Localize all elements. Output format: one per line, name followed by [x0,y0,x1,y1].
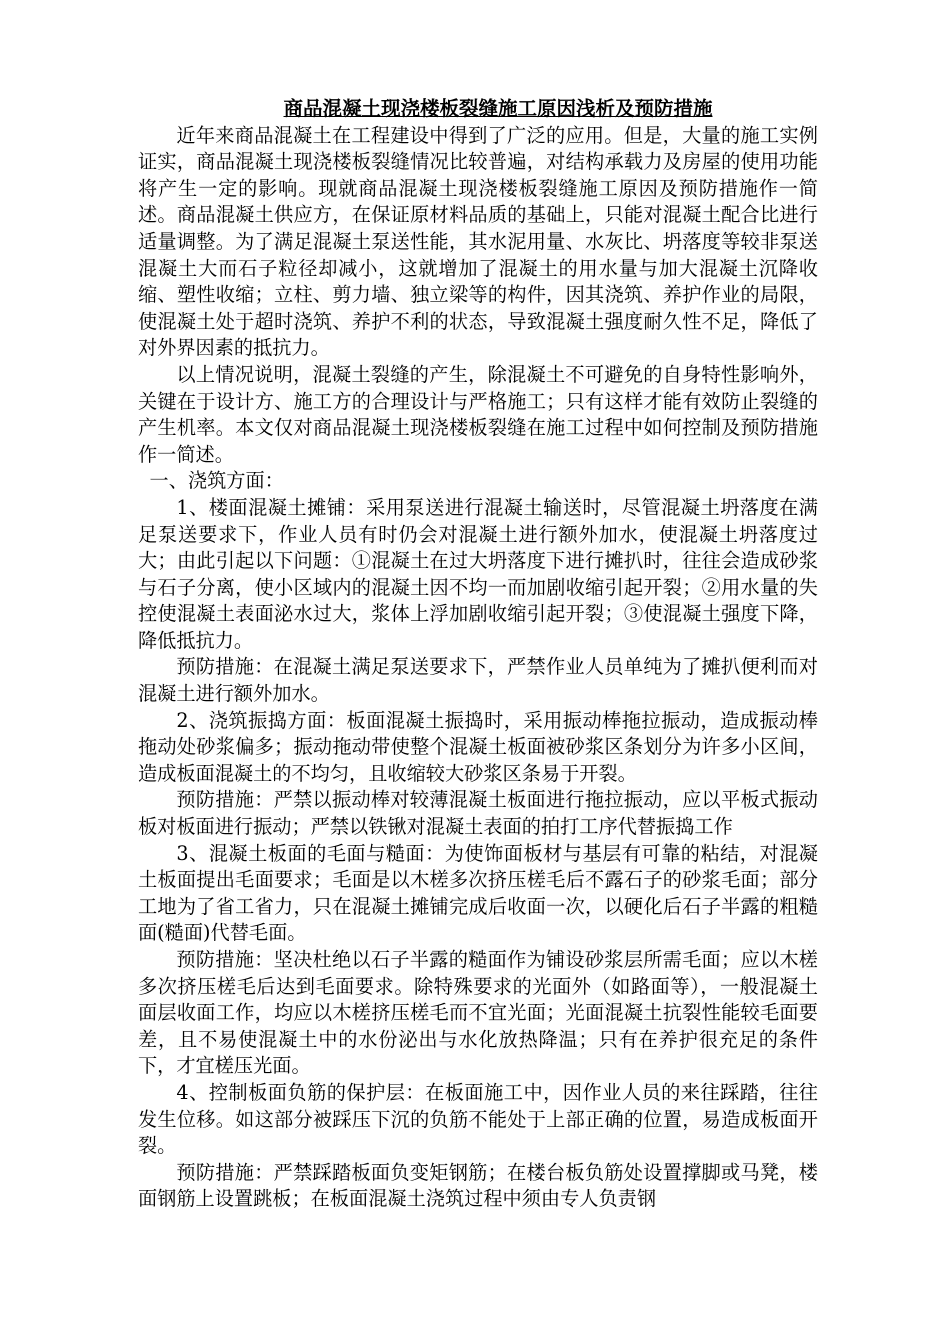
paragraph-item-2: 2、浇筑振捣方面：板面混凝土振捣时，采用振动棒拖拉振动，造成振动棒拖动处砂浆偏多；振动拖动带使整个混凝土板面被砂浆区条划分为许多小区间，造成板面混凝土的不均匀，且收缩较大砂浆区条易于开裂。 [138,708,818,785]
paragraph-intro: 近年来商品混凝土在工程建设中得到了广泛的应用。但是，大量的施工实例证实，商品混凝土现浇楼板裂缝情况比较普遍，对结构承载力及房屋的使用功能将产生一定的影响。现就商品混凝土现浇楼板裂缝施工原因及预防措施作一简述。商品混凝土供应方，在保证原材料品质的基础上，只能对混凝土配合比进行适量调整。为了满足混凝土泵送性能，其水泥用量、水灰比、坍落度等较非泵送混凝土大而石子粒径却减小，这就增加了混凝土的用水量与加大混凝土沉降收缩、塑性收缩；立柱、剪力墙、独立梁等的构件，因其浇筑、养护作业的局限，使混凝土处于超时浇筑、养护不利的状态，导致混凝土强度耐久性不足，降低了对外界因素的抵抗力。 [138,123,818,360]
paragraph-prevention-2: 预防措施：严禁以振动棒对较薄混凝土板面进行拖拉振动，应以平板式振动板对板面进行振动；严禁以铁锹对混凝土表面的拍打工序代替振捣工作 [138,788,818,839]
paragraph-prevention-1: 预防措施：在混凝土满足泵送要求下，严禁作业人员单纯为了摊扒便利而对混凝土进行额外加水。 [138,655,818,706]
paragraph-summary: 以上情况说明，混凝土裂缝的产生，除混凝土不可避免的自身特性影响外，关键在于设计方、施工方的合理设计与严格施工；只有这样才能有效防止裂缝的产生机率。本文仅对商品混凝土现浇楼板裂缝在施工过程中如何控制及预防措施作一简述。 [138,362,818,466]
document-page [138,96,818,1213]
paragraph-prevention-4: 预防措施：严禁踩踏板面负变矩钢筋；在楼台板负筋处设置撑脚或马凳，楼面钢筋上设置跳板；在板面混凝土浇筑过程中须由专人负责钢 [138,1160,818,1211]
paragraph-prevention-3: 预防措施：坚决杜绝以石子半露的糙面作为铺设砂浆层所需毛面；应以木槎多次挤压槎毛后达到毛面要求。除特殊要求的光面外（如路面等），一般混凝土面层收面工作，均应以木槎挤压槎毛而不宜光面；光面混凝土抗裂性能较毛面要差，且不易使混凝土中的水份泌出与水化放热降温；只有在养护很充足的条件下，才宜槎压光面。 [138,948,818,1078]
document-title: 商品混凝土现浇楼板裂缝施工原因浅析及预防措施 [283,97,713,120]
paragraph-item-1: 1、楼面混凝土摊铺：采用泵送进行混凝土输送时，尽管混凝土坍落度在满足泵送要求下，作业人员有时仍会对混凝土进行额外加水，使混凝土坍落度过大；由此引起以下问题：①混凝土在过大坍落度下进行摊扒时，往往会造成砂浆与石子分离，使小区域内的混凝土因不均一而加剧收缩引起开裂；②用水量的失控使混凝土表面泌水过大，浆体上浮加剧收缩引起开裂；③使混凝土强度下降，降低抵抗力。 [138,495,818,652]
paragraph-item-3: 3、混凝土板面的毛面与糙面：为使饰面板材与基层有可靠的粘结，对混凝土板面提出毛面要求；毛面是以木槎多次挤压槎毛后不露石子的砂浆毛面；部分工地为了省工省力，只在混凝土摊铺完成后收面一次，以硬化后石子半露的粗糙面(糙面)代替毛面。 [138,841,818,945]
section-heading-pouring: 一、浇筑方面： [149,469,284,493]
paragraph-item-4: 4、控制板面负筋的保护层：在板面施工中，因作业人员的来往踩踏，往往发生位移。如这部分被踩压下沉的负筋不能处于上部正确的位置，易造成板面开裂。 [138,1080,818,1158]
